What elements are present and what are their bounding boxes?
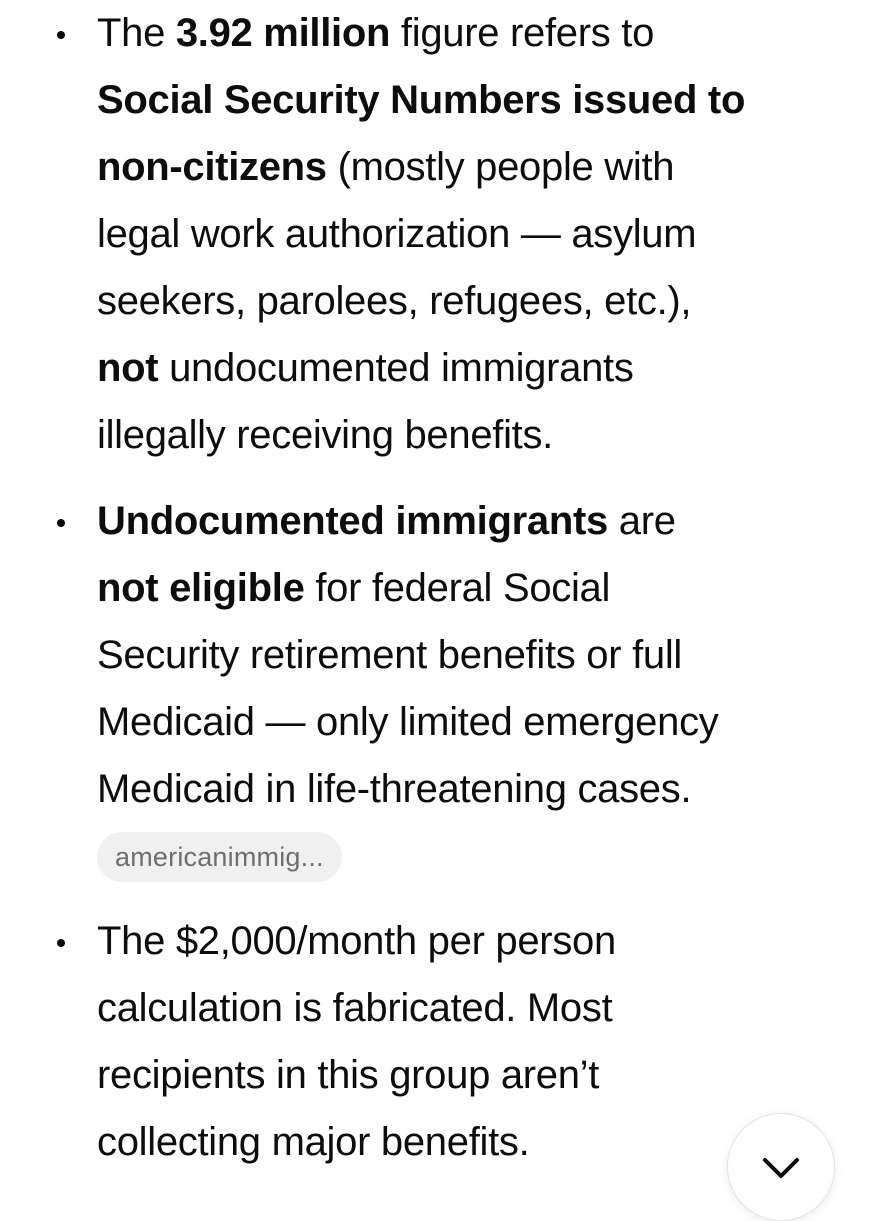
text-line: Undocumented immigrants are	[97, 499, 676, 543]
chevron-down-icon	[761, 1156, 801, 1180]
text-line: Security retirement benefits or full	[97, 633, 683, 677]
text-line: collecting major benefits.	[97, 1120, 530, 1164]
text-line: illegally receiving benefits.	[97, 413, 553, 457]
text-line: Medicaid in life-threatening cases.	[97, 767, 692, 811]
text-line: recipients in this group aren’t	[97, 1053, 600, 1097]
text-line: Medicaid — only limited emergency	[97, 700, 719, 744]
text-line: Social Security Numbers issued to	[97, 78, 746, 122]
text-line: legal work authorization — asylum	[97, 212, 697, 256]
bullet-dot	[57, 939, 65, 947]
text-line: non-citizens (mostly people with	[97, 145, 675, 189]
bullet-text	[97, 488, 877, 823]
text-line: not undocumented immigrants	[97, 346, 634, 390]
text-line: The 3.92 million figure refers to	[97, 11, 655, 55]
text-line: seekers, parolees, refugees, etc.),	[97, 279, 692, 323]
text-line: The $2,000/month per person	[97, 919, 616, 963]
bullet-dot	[57, 31, 65, 39]
bullet-text	[97, 0, 877, 469]
source-citation-chip[interactable]: americanimmig...	[97, 832, 342, 882]
text-line: calculation is fabricated. Most	[97, 986, 613, 1030]
text-line: not eligible for federal Social	[97, 566, 611, 610]
bullet-dot	[57, 519, 65, 527]
scroll-to-bottom-button[interactable]	[727, 1113, 835, 1221]
